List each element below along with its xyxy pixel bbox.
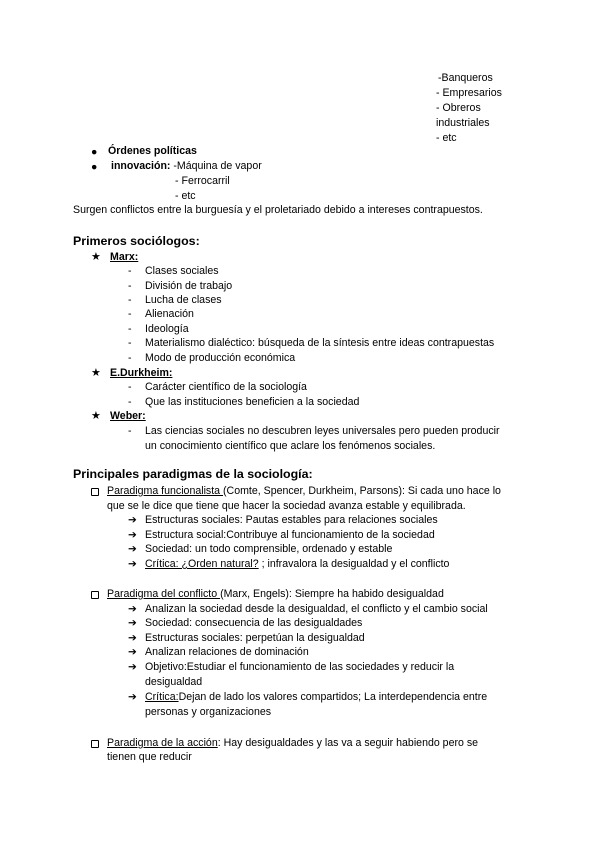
innovacion-subitem: - etc (175, 190, 196, 202)
list-item: Alienación (145, 308, 194, 320)
arrow-icon: ➔ (128, 514, 137, 526)
dash-icon: - (128, 425, 132, 437)
critica-text: ; infravalora la desigualdad y el conflicto (258, 558, 450, 570)
paradigma-name: Paradigma funcionalista (107, 485, 224, 497)
dash-icon: - (128, 337, 132, 349)
list-item: Las ciencias sociales no descubren leyes universales pero pueden producir (145, 425, 500, 437)
bullet-icon: ● (91, 146, 98, 158)
critica-link: ¿Orden natural? (181, 558, 259, 570)
dash-icon: - (128, 396, 132, 408)
paradigma-name: Paradigma de la acción (107, 737, 218, 749)
critica-item (145, 557, 449, 572)
top-list-item: -Banqueros (438, 72, 493, 84)
arrow-icon: ➔ (128, 529, 137, 541)
checkbox-icon (91, 589, 99, 604)
dash-icon: - (128, 294, 132, 306)
dash-icon: - (128, 381, 132, 393)
paradigma-desc: : Hay desigualdades y las va a seguir habiendo pero se (217, 737, 479, 749)
checkbox-icon (91, 486, 99, 501)
list-item: Clases sociales (145, 265, 219, 277)
list-item: Sociedad: consecuencia de las desigualdades (145, 617, 363, 629)
arrow-icon: ➔ (128, 543, 137, 555)
dash-icon: - (128, 265, 132, 277)
paradigma-desc-continued: que se le dice que tiene que hacer la sociedad avanza estable y equilibrada. (107, 500, 466, 512)
arrow-icon: ➔ (128, 617, 137, 629)
top-list-item: - Obreros (436, 102, 481, 114)
dash-icon: - (128, 280, 132, 292)
paradigma-conflicto (107, 587, 444, 602)
list-item: Estructura social:Contribuye al funcionamiento de la sociedad (145, 529, 435, 541)
star-icon: ★ (91, 367, 101, 379)
dash-icon: - (128, 352, 132, 364)
list-item: Lucha de clases (145, 294, 222, 306)
list-item: Analizan relaciones de dominación (145, 646, 309, 658)
list-item: Estructuras sociales: Pautas estables para relaciones sociales (145, 514, 438, 526)
list-item-continued: un conocimiento científico que aclare los fenómenos sociales. (145, 440, 436, 452)
list-item: Materialismo dialéctico: búsqueda de la síntesis entre ideas contrapuestas (145, 337, 495, 349)
arrow-icon: ➔ (128, 646, 137, 658)
objetivo-item: Objetivo:Estudiar el funcionamiento de las sociedades y reducir la (145, 661, 455, 673)
bullet-icon: ● (91, 161, 98, 173)
list-item: Carácter científico de la sociología (145, 381, 307, 393)
paradigma-accion (107, 736, 478, 751)
innovacion-label: innovación: (111, 160, 171, 172)
ordenes-item: Órdenes políticas (108, 145, 197, 157)
list-item: Que las instituciones beneficien a la sociedad (145, 396, 360, 408)
paradigma-name: Paradigma del conflicto (107, 588, 221, 600)
paradigma-desc-continued: tienen que reducir (107, 751, 192, 763)
marx-heading: Marx: (110, 251, 139, 263)
arrow-icon: ➔ (128, 632, 137, 644)
section-title: Principales paradigmas de la sociología: (73, 467, 313, 481)
innovacion-item (111, 159, 262, 174)
top-list-item: industriales (436, 117, 490, 129)
checkbox-icon (91, 738, 99, 753)
paradigma-desc: (Marx, Engels): Siempre ha habido desigualdad (220, 588, 444, 600)
critica-label: Crítica: (145, 691, 179, 703)
arrow-icon: ➔ (128, 558, 137, 570)
list-item: División de trabajo (145, 280, 233, 292)
paradigma-desc: (Comte, Spencer, Durkheim, Parsons): Si cada uno hace lo (223, 485, 501, 497)
list-item: Sociedad: un todo comprensible, ordenado y estable (145, 543, 393, 555)
critica-text: Dejan de lado los valores compartidos; La interdependencia entre (178, 691, 488, 703)
durkheim-heading: E.Durkheim: (110, 367, 173, 379)
list-item: Modo de producción económica (145, 352, 296, 364)
list-item: Ideología (145, 323, 189, 335)
arrow-icon: ➔ (128, 691, 137, 703)
top-list-item: - Empresarios (436, 87, 502, 99)
innovacion-first: -Máquina de vapor (173, 160, 262, 172)
innovacion-subitem: - Ferrocarril (175, 175, 230, 187)
list-item: Analizan la sociedad desde la desigualdad, el conflicto y el cambio social (145, 603, 488, 615)
dash-icon: - (128, 323, 132, 335)
critica-continued: personas y organizaciones (145, 706, 272, 718)
weber-heading: Weber: (110, 410, 146, 422)
conflict-line: Surgen conflictos entre la burguesía y el proletariado debido a intereses contrapuestos. (73, 204, 483, 216)
star-icon: ★ (91, 251, 101, 263)
arrow-icon: ➔ (128, 661, 137, 673)
critica-label: Crítica: (145, 558, 182, 570)
section-title: Primeros sociólogos: (73, 234, 200, 248)
objetivo-continued: desigualdad (145, 676, 203, 688)
critica-item (145, 690, 487, 705)
top-list-item: - etc (436, 132, 457, 144)
paradigma-funcionalista (107, 484, 501, 499)
list-item: Estructuras sociales: perpetúan la desigualdad (145, 632, 365, 644)
dash-icon: - (128, 308, 132, 320)
star-icon: ★ (91, 410, 101, 422)
arrow-icon: ➔ (128, 603, 137, 615)
